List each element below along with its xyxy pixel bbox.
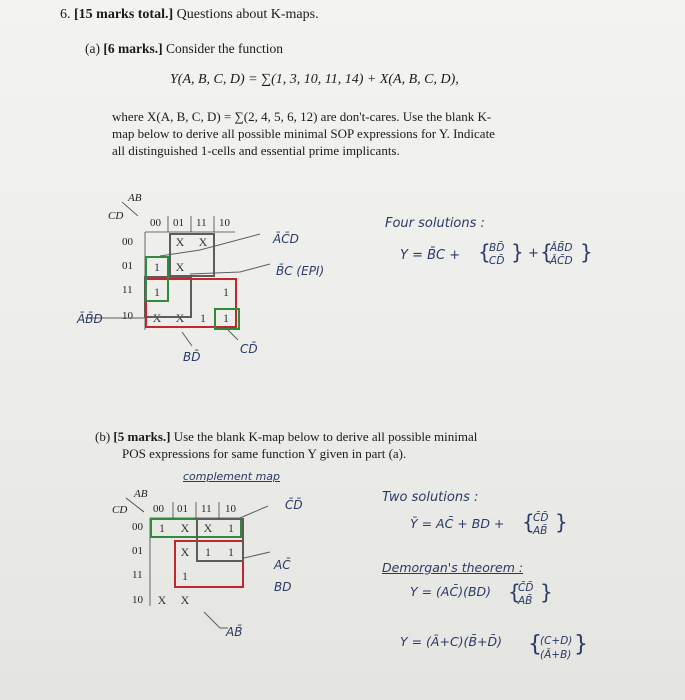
brace-5-open: { xyxy=(528,632,542,657)
brace-4-content xyxy=(518,582,533,608)
annotation-ab-bar: AB̄ xyxy=(226,625,243,639)
kmap-a-col-11: 11 xyxy=(196,217,207,229)
kmap-b-cell: X xyxy=(180,545,190,559)
kmap-b xyxy=(108,488,298,638)
brace-1-top: BD̄ xyxy=(489,242,505,254)
part-b-text-1: Use the blank K-map below to derive all possible minimal xyxy=(173,429,478,444)
brace-5-bottom: (Ā+B) xyxy=(540,649,572,661)
kmap-a-cell: X xyxy=(175,311,185,325)
part-a-intro: Consider the function xyxy=(165,41,283,56)
kmap-b-cell: 1 xyxy=(205,545,211,559)
solutions-b-expr-1: Ȳ = AC̄ + BD + xyxy=(410,516,505,531)
kmap-a-leaders xyxy=(100,190,300,350)
kmap-b-col-00: 00 xyxy=(153,503,164,515)
kmap-a-cell: 1 xyxy=(223,285,229,299)
kmap-b-leaders xyxy=(108,488,298,638)
question-marks: [15 marks total.] xyxy=(74,7,174,22)
kmap-b-cell: X xyxy=(203,521,213,535)
brace-1-close: } xyxy=(511,240,524,264)
kmap-a-cell: 1 xyxy=(223,311,229,325)
kmap-a-cell: 1 xyxy=(200,311,206,325)
part-b-line-1 xyxy=(95,428,477,445)
kmap-b-cell: 1 xyxy=(182,569,188,583)
kmap-b-row-01: 01 xyxy=(132,545,143,557)
brace-1-open: { xyxy=(478,240,491,264)
brace-2-open: { xyxy=(540,240,553,264)
kmap-a-cell: X xyxy=(152,311,162,325)
part-a-line-2: map below to derive all possible minimal SOP expressions for Y. Indicate xyxy=(112,126,495,141)
brace-5-top: (C+D) xyxy=(540,635,573,647)
kmap-a-cell: X xyxy=(198,235,208,249)
part-a-marks: [6 marks.] xyxy=(103,41,163,56)
kmap-a-cell: X xyxy=(175,260,185,274)
part-b-line-2: POS expressions for same function Y given in part (a). xyxy=(122,446,407,461)
kmap-b-var-cd: CD xyxy=(112,504,128,516)
brace-2-top: ĀB̄D xyxy=(550,242,573,254)
kmap-a-row-01: 01 xyxy=(122,260,133,272)
kmap-b-cell: X xyxy=(157,593,167,607)
part-b-label: (b) xyxy=(95,429,111,444)
brace-3-content xyxy=(533,512,548,538)
kmap-b-cell: X xyxy=(180,593,190,607)
annotation-acd-bar: ĀC̄D xyxy=(273,232,299,246)
part-b-body xyxy=(95,428,477,462)
kmap-b-var-ab: AB xyxy=(134,488,148,500)
kmap-b-col-01: 01 xyxy=(177,503,188,515)
kmap-b-cell: 1 xyxy=(228,521,234,535)
brace-3-close: } xyxy=(555,510,568,534)
part-b-marks: [5 marks.] xyxy=(113,429,171,444)
brace-3-top: C̄D̄ xyxy=(533,512,549,524)
annotation-cd-bar: CD̄ xyxy=(240,342,258,356)
complement-map-note: complement map xyxy=(183,470,281,483)
solutions-a-expr: Y = B̄C + xyxy=(400,248,461,263)
kmap-a xyxy=(100,190,300,350)
kmap-b-cell: 1 xyxy=(228,545,234,559)
solutions-a-title: Four solutions : xyxy=(385,216,485,231)
kmap-a-col-00: 00 xyxy=(150,217,161,229)
kmap-b-cell: 1 xyxy=(159,521,165,535)
kmap-a-cell: 1 xyxy=(154,260,160,274)
annotation-cd-bar-b: C̄D̄ xyxy=(285,498,303,512)
brace-4-close: } xyxy=(540,580,553,604)
kmap-a-row-11: 11 xyxy=(122,284,133,296)
brace-5-close: } xyxy=(574,632,588,657)
brace-3-open: { xyxy=(522,510,535,534)
kmap-a-col-10: 10 xyxy=(219,217,230,229)
brace-5-content xyxy=(540,634,572,662)
part-a-label: (a) xyxy=(85,41,100,56)
solutions-b-expr-3: Y = (Ā+C)(B̄+D̄) xyxy=(400,634,502,649)
brace-2-bottom: ĀC̄D xyxy=(550,255,573,267)
brace-1-bottom: CD̄ xyxy=(489,255,505,267)
kmap-b-row-11: 11 xyxy=(132,569,143,581)
brace-3-bottom: AB̄ xyxy=(533,525,548,537)
kmap-b-cell: X xyxy=(180,521,190,535)
part-a-header xyxy=(85,41,283,57)
question-title: Questions about K-maps. xyxy=(176,7,319,22)
kmap-b-row-00: 00 xyxy=(132,521,143,533)
kmap-a-col-01: 01 xyxy=(173,217,184,229)
kmap-b-row-10: 10 xyxy=(132,594,143,606)
kmap-b-col-11: 11 xyxy=(201,503,212,515)
brace-4-top: C̄D̄ xyxy=(518,582,534,594)
annotation-bd-bar: BD̄ xyxy=(183,350,201,364)
annotation-abd-bar: ĀB̄D xyxy=(77,312,103,326)
solutions-a-plus: + xyxy=(528,246,539,261)
kmap-b-col-10: 10 xyxy=(225,503,236,515)
kmap-a-row-00: 00 xyxy=(122,236,133,248)
solutions-b-expr-2: Y = (AC̄)(BD) xyxy=(410,584,492,599)
solutions-b-title: Two solutions : xyxy=(382,490,479,505)
brace-2-content xyxy=(550,242,573,268)
part-a-line-3: all distinguished 1-cells and essential prime implicants. xyxy=(112,143,400,158)
kmap-a-cell: X xyxy=(175,235,185,249)
kmap-a-row-10: 10 xyxy=(122,310,133,322)
annotation-ac-bar: AC̄ xyxy=(274,558,291,572)
brace-1-content xyxy=(489,242,504,268)
annotation-bc-epi: B̄C (EPI) xyxy=(276,264,325,278)
brace-2-close: } xyxy=(580,240,593,264)
brace-4-bottom: AB̄ xyxy=(518,595,533,607)
function-definition: Y(A, B, C, D) = ∑(1, 3, 10, 11, 14) + X(A, B, C, D), xyxy=(170,72,459,87)
demorgan-label: Demorgan's theorem : xyxy=(382,560,524,575)
question-header xyxy=(60,7,319,23)
annotation-bd: BD xyxy=(274,580,292,594)
part-a-line-1: where X(A, B, C, D) = ∑(2, 4, 5, 6, 12) are don't-cares. Use the blank K- xyxy=(112,109,492,124)
question-number: 6. xyxy=(60,7,71,22)
kmap-a-var-cd: CD xyxy=(108,210,124,222)
kmap-a-cell: 1 xyxy=(154,285,160,299)
brace-4-open: { xyxy=(508,580,521,604)
part-a-body xyxy=(112,108,495,159)
kmap-a-var-ab: AB xyxy=(128,192,142,204)
